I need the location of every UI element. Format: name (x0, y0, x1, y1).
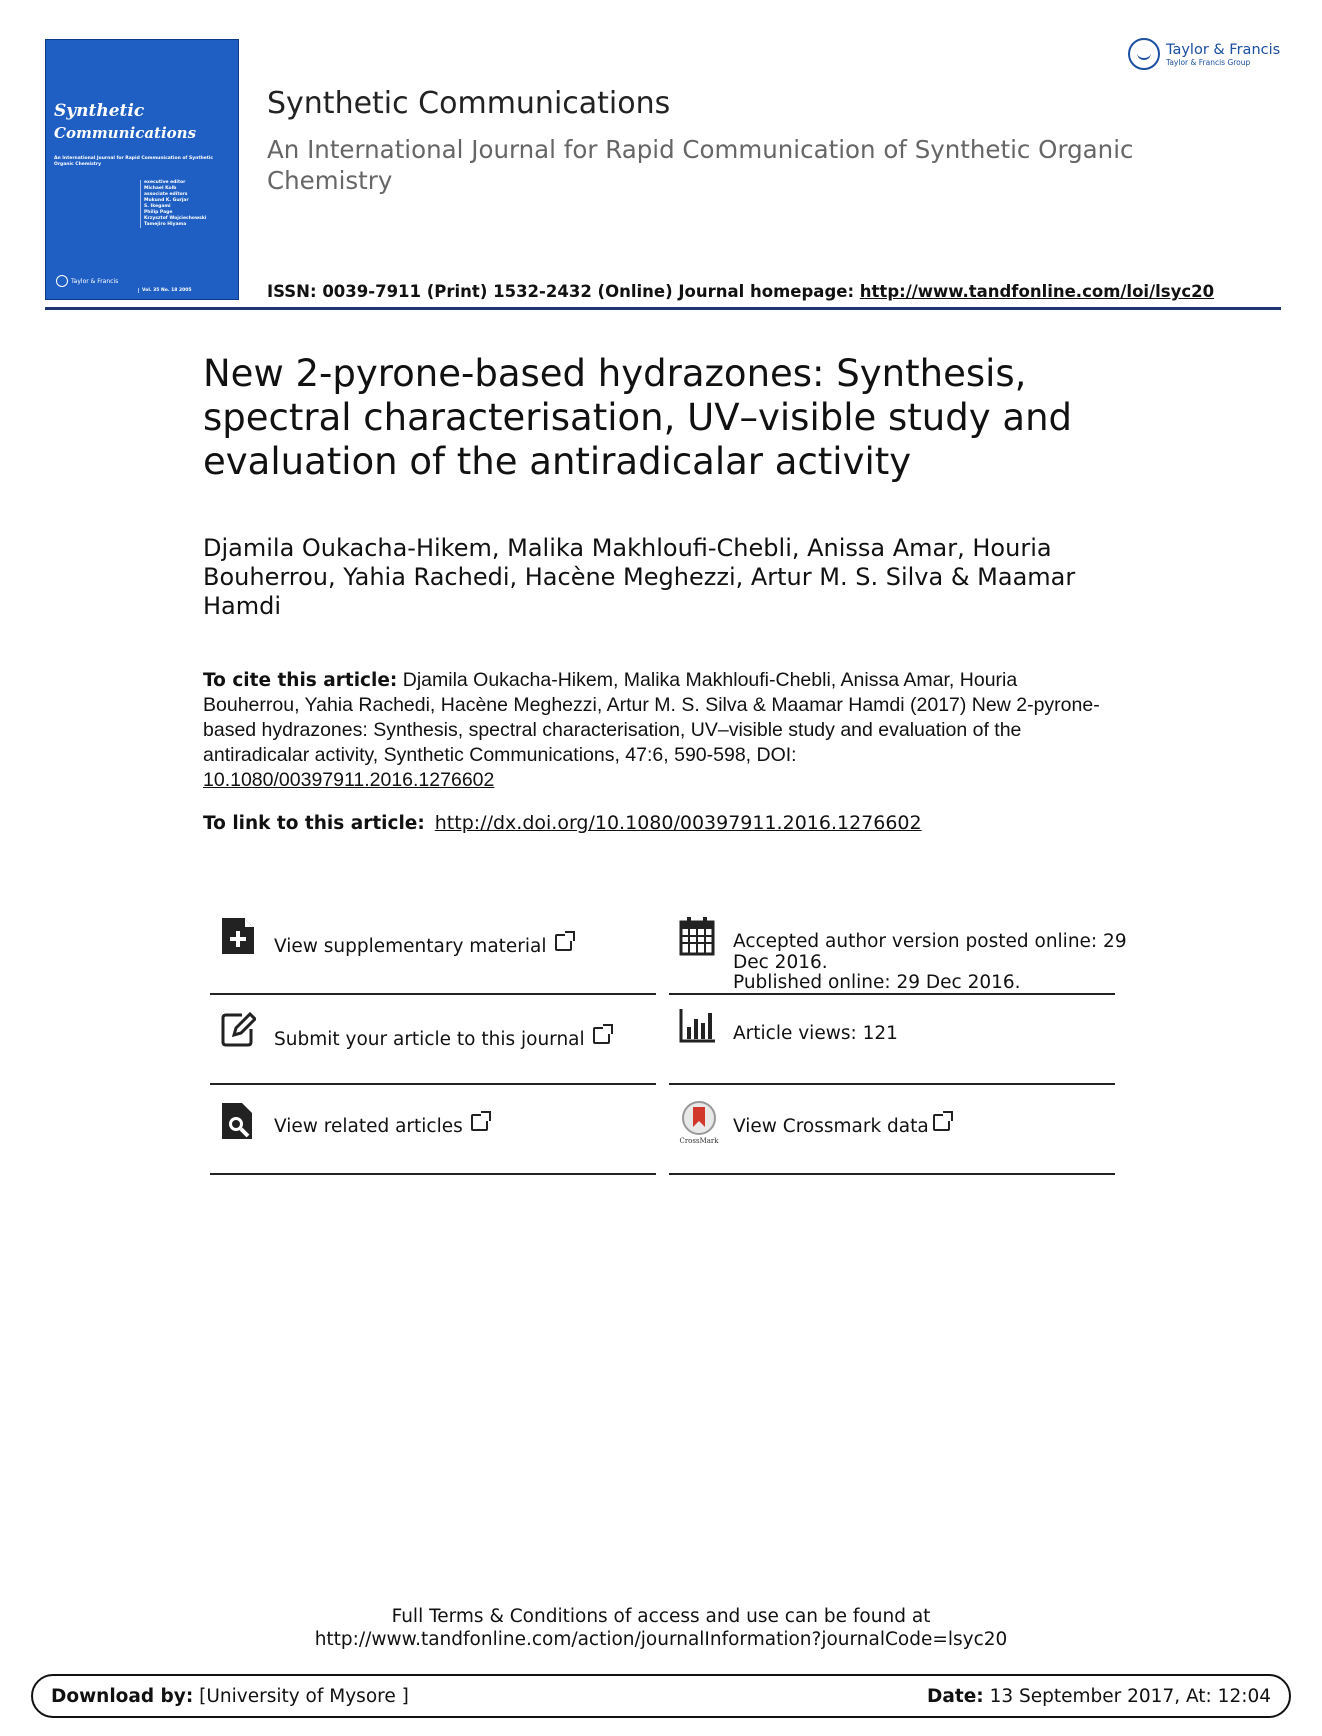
download-bar (31, 1674, 1291, 1718)
cover-title-line2: Communications (54, 124, 197, 142)
supplementary-label: View supplementary material (274, 936, 547, 957)
download-info (51, 1686, 409, 1707)
submit-article-row[interactable] (210, 995, 656, 1085)
citation-doi-link[interactable]: 10.1080/00397911.2016.1276602 (203, 769, 495, 791)
cover-associate: Philip Page (144, 210, 173, 215)
journal-cover (45, 39, 239, 300)
cover-subtitle: An International Journal for Rapid Communication of Synthetic Organic Chemistry (54, 156, 214, 167)
article-authors: Djamila Oukacha-Hikem, Malika Makhloufi-Chebli, Anissa Amar, Houria Bouherrou, Yahia Rachedi, Hacène Meghezzi, Artur M. S. Silva & Maamar Hamdi (203, 534, 1076, 620)
download-date (927, 1686, 1271, 1707)
journal-title: Synthetic Communications (267, 86, 671, 121)
accepted-date: Accepted author version posted online: 29 (733, 931, 1127, 952)
article-views: Article views: 121 (733, 1023, 898, 1044)
cover-associate-label: associate editors (144, 192, 188, 197)
taylor-francis-logo-icon (1128, 38, 1160, 70)
article-link-line (203, 812, 922, 834)
citation-text: Djamila Oukacha-Hikem, Malika Makhloufi-Chebli, Anissa Amar, Houria Bouherrou, Yahia Rachedi, Hacène Meghezzi, Artur M. S. Silva & Maamar Hamdi (2017) New 2-pyrone-based hydrazones: Synthesis, spectral characterisation, UV–visible study and evaluation of the antiradicalar activity, Synthetic Communications, 47:6, 590-598, DOI: (203, 669, 1100, 766)
terms-url[interactable]: http://www.tandfonline.com/action/journalInformation?journalCode=lsyc20 (314, 1629, 1008, 1650)
cover-associate: Krzysztof Wojciechowski (144, 216, 207, 221)
external-link-icon (471, 1114, 488, 1131)
cover-associate: Tamejiro Hiyama (144, 222, 187, 227)
download-value: [University of Mysore ] (199, 1686, 409, 1707)
date-label: Date: (927, 1686, 984, 1707)
crossmark-row[interactable] (669, 1085, 1115, 1175)
publisher-ring-icon (56, 275, 68, 287)
calendar-icon (679, 916, 715, 956)
citation-label: To cite this article: (203, 670, 398, 691)
external-link-icon (555, 934, 572, 951)
citation-block (203, 668, 1103, 793)
supplementary-material-row[interactable] (210, 910, 656, 995)
file-plus-icon (220, 916, 256, 956)
issn-line (267, 282, 1214, 301)
cover-title (54, 100, 196, 144)
accepted-date-cont: Dec 2016. (733, 951, 828, 973)
crossmark-icon (679, 1101, 719, 1145)
download-label: Download by: (51, 1686, 194, 1707)
bar-chart-icon (679, 1005, 715, 1045)
published-date: Published online: 29 Dec 2016. (733, 972, 1021, 993)
journal-homepage-link[interactable]: http://www.tandfonline.com/loi/lsyc20 (859, 282, 1215, 301)
cover-title-line1: Synthetic (54, 101, 145, 121)
date-value: 13 September 2017, At: 12:04 (989, 1686, 1271, 1707)
publisher-logo[interactable] (1128, 38, 1280, 70)
publication-dates-row (669, 910, 1127, 995)
cover-publisher-logo (56, 275, 118, 287)
publisher-group: Taylor & Francis Group (1166, 57, 1251, 67)
external-link-icon (593, 1027, 610, 1044)
external-link-icon (933, 1114, 950, 1131)
terms-line: Full Terms & Conditions of access and use can be found at (391, 1606, 931, 1627)
related-articles-row[interactable] (210, 1085, 656, 1175)
crossmark-label: View Crossmark data (733, 1116, 929, 1137)
journal-subtitle: An International Journal for Rapid Communication of Synthetic Organic Chemistry (267, 135, 1134, 195)
cover-editor-label: executive editor (144, 180, 186, 185)
file-search-icon (220, 1101, 256, 1141)
svg-text:CrossMark: CrossMark (679, 1137, 719, 1145)
cover-publisher: Taylor & Francis (71, 277, 119, 285)
article-title: New 2-pyrone-based hydrazones: Synthesis, spectral characterisation, UV–visible study and evaluation of the antiradicalar activity (203, 352, 1073, 483)
cover-volume: Vol. 35 No. 18 2005 (138, 288, 238, 293)
submit-label: Submit your article to this journal (274, 1029, 585, 1050)
cover-associate: S. Ikegami (144, 204, 171, 209)
edit-icon (220, 1009, 256, 1049)
cover-editor: Michael Kolb (144, 186, 177, 191)
related-label: View related articles (274, 1116, 463, 1137)
article-doi-url[interactable]: http://dx.doi.org/10.1080/00397911.2016.1276602 (434, 812, 922, 834)
issn-text: ISSN: 0039-7911 (Print) 1532-2432 (Online) Journal homepage: (267, 282, 860, 301)
header-rule (45, 307, 1281, 310)
article-link-label: To link to this article: (203, 813, 425, 834)
terms-text (0, 1605, 1322, 1651)
publisher-name: Taylor & Francis (1166, 41, 1281, 58)
cover-editors (140, 180, 236, 228)
article-views-row (669, 995, 1115, 1085)
cover-associate: Mukund K. Gurjar (144, 198, 189, 203)
